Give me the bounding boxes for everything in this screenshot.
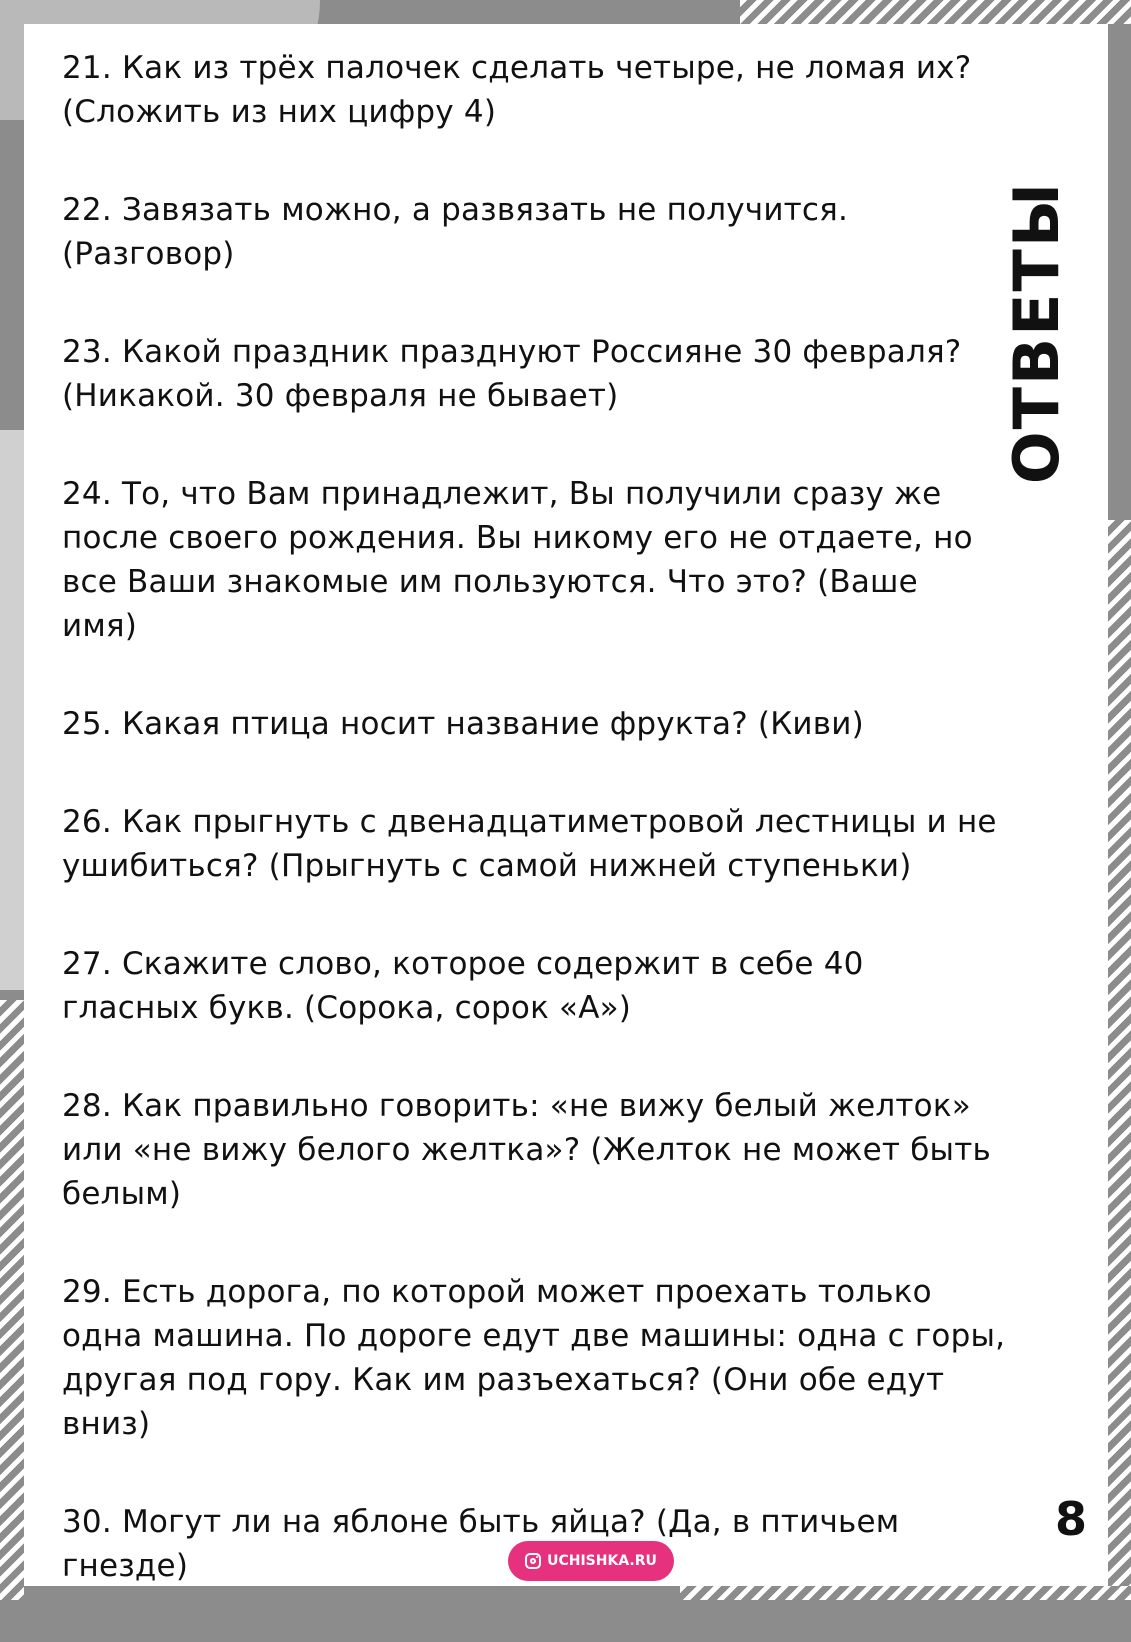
- background-shape-left: [0, 430, 24, 990]
- content-card: [24, 24, 1108, 1586]
- list-item-line: 23. Какой праздник празднуют Россияне 30 февраля?: [62, 334, 962, 370]
- list-item: [62, 330, 1062, 418]
- list-item-line: белым): [62, 1176, 182, 1212]
- list-item: [62, 1084, 1062, 1216]
- answers-list: [62, 46, 1062, 1642]
- footer-badge-label: UCHISHKA.RU: [547, 1553, 657, 1569]
- list-item: [62, 1270, 1062, 1446]
- list-item: [62, 800, 1062, 888]
- list-item-line: (Сложить из них цифру 4): [62, 94, 497, 130]
- list-item-line: 28. Как правильно говорить: «не вижу белый желток»: [62, 1088, 971, 1124]
- list-item-line: все Ваши знакомые им пользуются. Что это? (Ваше: [62, 564, 918, 600]
- background-stripes-left: [0, 1000, 24, 1600]
- list-item-line: одна машина. По дороге едут две машины: одна с горы,: [62, 1318, 1006, 1354]
- page-number: 8: [1055, 1492, 1088, 1546]
- list-item-line: 29. Есть дорога, по которой может проехать только: [62, 1274, 932, 1310]
- list-item: [62, 46, 1062, 134]
- background-stripes-right: [1108, 520, 1131, 1600]
- list-item: [62, 942, 1062, 1030]
- list-item-line: 30. Могут ли на яблоне быть яйца? (Да, в птичьем: [62, 1504, 900, 1540]
- list-item-line: другая под гору. Как им разъехаться? (Они обе едут: [62, 1362, 945, 1398]
- list-item-line: 24. То, что Вам принадлежит, Вы получили сразу же: [62, 476, 942, 512]
- list-item-line: (Разговор): [62, 236, 235, 272]
- list-item-line: (Никакой. 30 февраля не бывает): [62, 378, 619, 414]
- instagram-icon: [525, 1553, 541, 1569]
- list-item-line: вниз): [62, 1406, 151, 1442]
- list-item-line: 22. Завязать можно, а развязать не получится.: [62, 192, 849, 228]
- list-item-line: 25. Какая птица носит название фрукта? (Киви): [62, 706, 864, 742]
- list-item: [62, 472, 1062, 648]
- list-item: [62, 702, 1062, 746]
- list-item-line: 21. Как из трёх палочек сделать четыре, не ломая их?: [62, 50, 972, 86]
- list-item-line: гнезде): [62, 1548, 189, 1584]
- list-item-line: 27. Скажите слово, которое содержит в себе 40: [62, 946, 864, 982]
- list-item-line: ушибиться? (Прыгнуть с самой нижней ступеньки): [62, 848, 912, 884]
- list-item-line: гласных букв. (Сорока, сорок «А»): [62, 990, 632, 1026]
- list-item-line: после своего рождения. Вы никому его не отдаете, но: [62, 520, 973, 556]
- list-item-line: 26. Как прыгнуть с двенадцатиметровой лестницы и не: [62, 804, 997, 840]
- list-item-line: имя): [62, 608, 138, 644]
- footer-badge[interactable]: [508, 1541, 674, 1581]
- side-title-text: ОТВЕТЫ: [1000, 180, 1074, 484]
- background-stripes-top-right: [740, 0, 1131, 24]
- side-title: [1000, 180, 1074, 484]
- list-item-line: или «не вижу белого желтка»? (Желток не может быть: [62, 1132, 991, 1168]
- list-item: [62, 188, 1062, 276]
